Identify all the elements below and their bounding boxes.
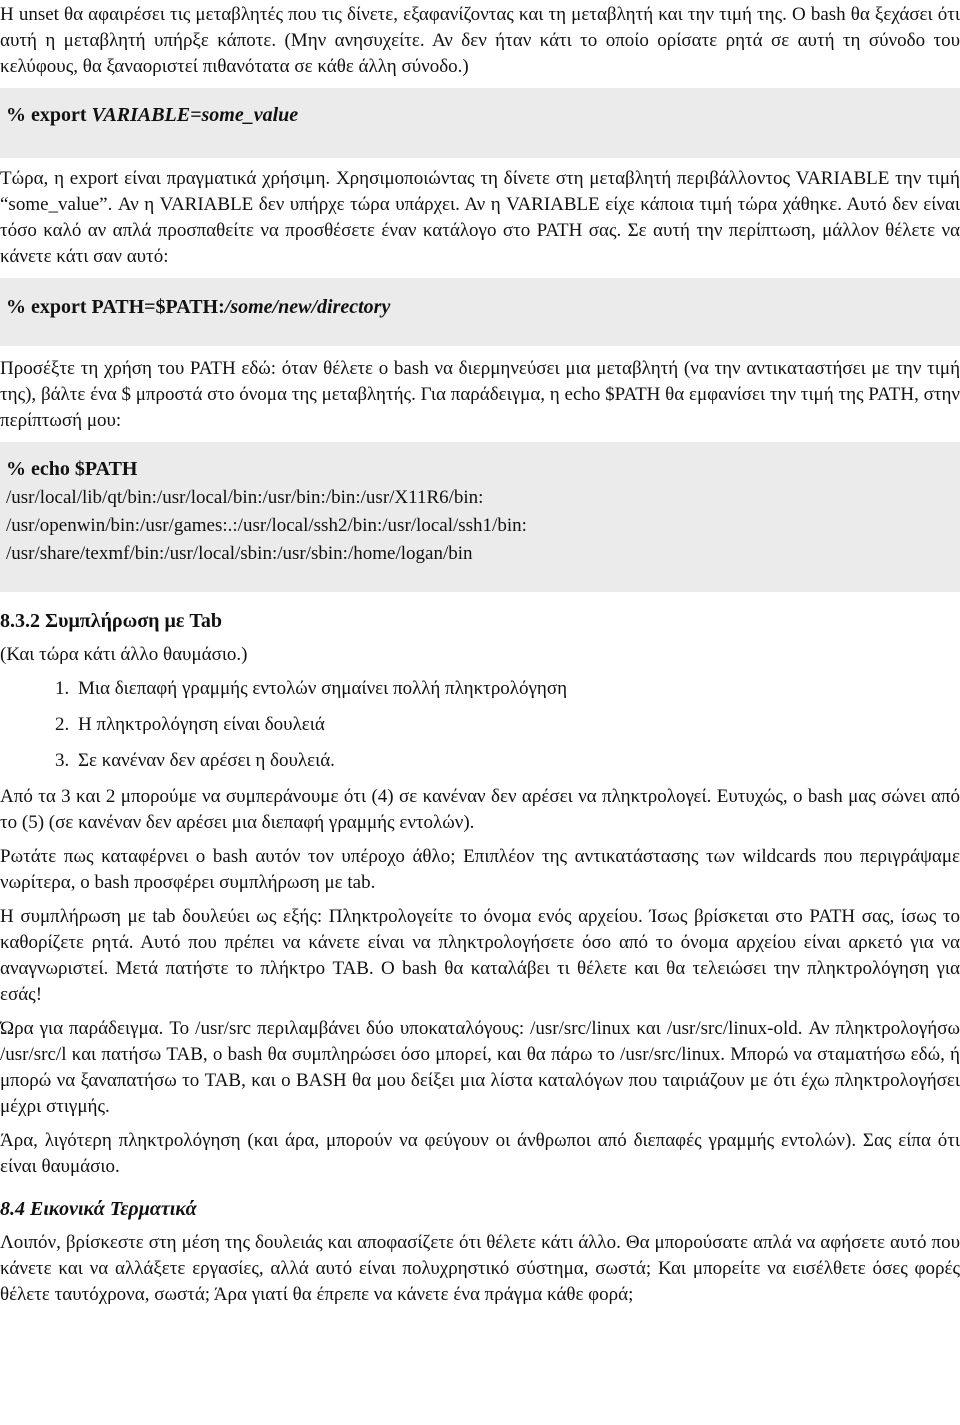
section-heading-tab-completion: 8.3.2 Συμπλήρωση με Tab — [0, 610, 223, 632]
body-paragraph: Ώρα για παράδειγμα. To /usr/src περιλαμβάνει δύο υποκαταλόγους: /usr/src/linux και /usr/src/linux-old. Αν πληκτρολογήσω /usr/src/l και πατήσω TAB, ο bash θα συμπληρώσει όσο μπορεί, και θα πάρω το /usr/src/linux. Μπορώ να σταματήσω εδώ, ή μπορώ να ξαναπατήσω το TAB, και ο BASH θα μου δείξει μια λίστα καταλόγων που ταιριάζουν με ότι έχω πληκτρολογήσει μέχρι στιγμής. — [0, 1018, 960, 1117]
code-command-line — [6, 454, 954, 484]
body-paragraph: Ρωτάτε πως καταφέρνει ο bash αυτόν τον υπέροχο άθλο; Επιπλέον της αντικατάστασης των wildcards που περιγράψαμε νωρίτερα, ο bash προσφέρει συμπλήρωση με tab. — [0, 846, 960, 893]
code-block-export-variable — [0, 88, 960, 158]
code-command: % export — [6, 104, 92, 126]
export-paragraph: Τώρα, η export είναι πραγματικά χρήσιμη. Χρησιμοποιώντας τη δίνετε στη μεταβλητή περιβάλλοντος VARIABLE την τιμή “some_value”. Αν η VARIABLE δεν υπήρχε τώρα υπάρχει. Αν η VARIABLE είχε κάποια τιμή τώρα χάθηκε. Αυτό δεν είναι τόσο καλό αν απλά προσπαθείτε να προσθέσετε έναν κατάλογο στο PATH σας. Σε αυτή την περίπτωση, μάλλον θέλετε να κάνετε κάτι σαν αυτό: — [0, 168, 960, 267]
body-paragraph: Άρα, λιγότερη πληκτρολόγηση (και άρα, μπορούν να φεύγουν οι άνθρωποι από διεπαφές γραμμής εντολών). Σας είπα ότι είναι θαυμάσιο. — [0, 1130, 960, 1177]
code-output-line: /usr/local/lib/qt/bin:/usr/local/bin:/usr/bin:/bin:/usr/X11R6/bin: — [6, 487, 484, 508]
list-item: 2. Η πληκτρολόγηση είναι δουλειά — [74, 712, 960, 738]
code-command: % export PATH=$PATH: — [6, 296, 225, 318]
code-argument: /some/new/directory — [224, 296, 391, 318]
list-item: 3. Σε κανέναν δεν αρέσει η δουλειά. — [74, 748, 960, 774]
section-heading-virtual-terminals: 8.4 Εικονικά Τερματικά — [0, 1198, 197, 1220]
body-paragraph: Από τα 3 και 2 μπορούμε να συμπεράνουμε ότι (4) σε κανέναν δεν αρέσει να πληκτρολογεί. Ευτυχώς, ο bash μας σώνει από το (5) (σε κανέναν δεν αρέσει μια διεπαφή γραμμής εντολών). — [0, 786, 960, 833]
path-paragraph: Προσέξτε τη χρήση του PATH εδώ: όταν θέλετε ο bash να διερμηνεύσει μια μεταβλητή (να την αντικαταστήσει με την τιμή της), βάλτε ένα $ μπροστά στο όνομα της μεταβλητής. Για παράδειγμα, η echo $PATH θα εμφανίσει την τιμή της PATH, στην περίπτωσή μου: — [0, 358, 960, 431]
code-command: % echo $PATH — [6, 458, 138, 480]
code-line — [6, 292, 954, 322]
code-block-export-path — [0, 278, 960, 346]
list-item: 1. Μια διεπαφή γραμμής εντολών σημαίνει πολλή πληκτρολόγηση — [74, 676, 960, 702]
code-output-line: /usr/openwin/bin:/usr/games:.:/usr/local/ssh2/bin:/usr/local/ssh1/bin: — [6, 515, 527, 536]
section-subtitle: (Και τώρα κάτι άλλο θαυμάσιο.) — [0, 644, 248, 665]
code-output-line: /usr/share/texmf/bin:/usr/local/sbin:/usr/sbin:/home/logan/bin — [6, 543, 473, 564]
code-argument: VARIABLE=some_value — [91, 104, 299, 126]
code-block-echo-path — [0, 442, 960, 592]
body-paragraph: Λοιπόν, βρίσκεστε στη μέση της δουλειάς και αποφασίζετε ότι θέλετε κάτι άλλο. Θα μπορούσατε απλά να αφήσετε αυτό που κάνετε και να αλλάξετε εργασίες, αλλά αυτό είναι πολυχρηστικό σύστημα, σωστά; Και μπορείτε να εισέλθετε όσες φορές θέλετε ταυτόχρονα, σωστά; Άρα γιατί θα έπρεπε να κάνετε ένα πράγμα κάθε φορά; — [0, 1232, 960, 1305]
body-paragraph: Η συμπλήρωση με tab δουλεύει ως εξής: Πληκτρολογείτε το όνομα ενός αρχείου. Ίσως βρίσκεται στο PATH σας, ίσως το καθορίζετε ρητά. Αυτό που πρέπει να κάνετε είναι να πληκτρολογήσετε όσο από το όνομα αρχείου είναι αρκετό για να αναγνωριστεί. Μετά πατήστε το πλήκτρο TAB. O bash θα καταλάβει τι θέλετε και θα τελειώσει την πληκτρολόγηση για εσάς! — [0, 906, 960, 1005]
code-line — [6, 100, 954, 130]
numbered-list — [0, 676, 960, 774]
intro-paragraph: H unset θα αφαιρέσει τις μεταβλητές που τις δίνετε, εξαφανίζοντας και τη μεταβλητή και την τιμή της. O bash θα ξεχάσει ότι αυτή η μεταβλητή υπήρξε κάποτε. (Μην ανησυχείτε. Αν δεν ήταν κάτι το οποίο ορίσατε ρητά σε αυτή τη σύνοδο του κελύφους, θα ξαναοριστεί πιθανότατα σε κάθε άλλη σύνοδο.) — [0, 4, 960, 77]
